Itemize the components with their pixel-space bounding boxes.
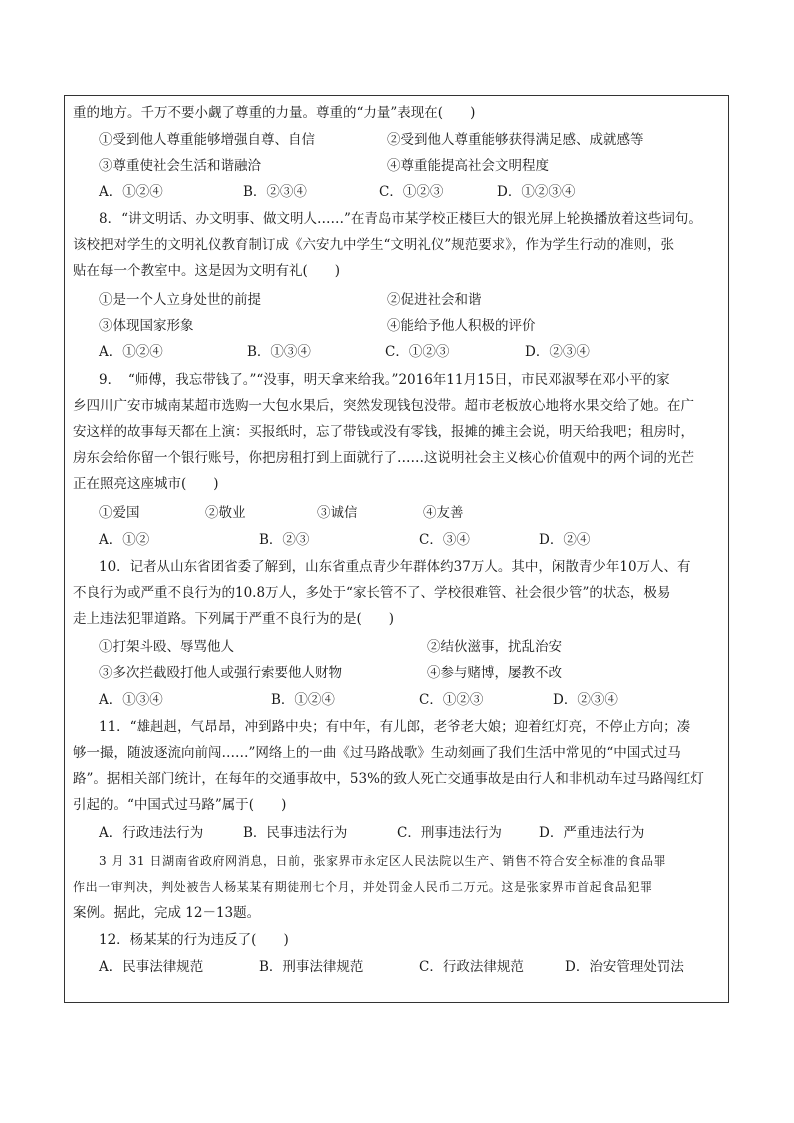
q11-option-a[interactable]: A．行政违法行为 <box>99 825 204 841</box>
q10-stem-line-2: 不良行为或严重不良行为的10.8万人，多处于“家长管不了、学校很难管、社会很少管”的状态，极易 <box>73 585 671 601</box>
q8-stem-line-3: 贴在每一个教室中。这是因为文明有礼( ) <box>73 263 341 279</box>
q9-stem-line-4: 房东会给你留一个银行账号，你把房租打到上面就行了……这说明社会主义核心价值观中的两个词的光芒 <box>73 450 694 466</box>
q9-stem-line-3: 安这样的故事每天都在上演：买报纸时，忘了带钱或没有零钱，报摊的摊主会说，明天给我吧；租房时， <box>73 424 694 440</box>
q8-option-b[interactable]: B．①③④ <box>247 344 311 360</box>
q10-option-c[interactable]: C．①②③ <box>419 692 484 708</box>
q7-option-c[interactable]: C．①②③ <box>379 184 444 200</box>
q9-statement-3: ③诚信 <box>317 505 358 521</box>
q10-option-d[interactable]: D．②③④ <box>553 692 618 708</box>
q9-stem-line-5: 正在照亮这座城市( ) <box>73 476 219 492</box>
q12-stem: 12．杨某某的行为违反了( ) <box>99 932 289 948</box>
q10-statement-4: ④参与赌博，屡教不改 <box>427 665 562 681</box>
q8-statement-4: ④能给予他人积极的评价 <box>387 318 536 334</box>
q9-statement-1: ①爱国 <box>99 505 140 521</box>
q11-option-d[interactable]: D．严重违法行为 <box>539 825 645 841</box>
q9-statement-4: ④友善 <box>423 505 464 521</box>
material-line-3: 案例。据此，完成 12－13题。 <box>73 905 261 921</box>
q11-stem-line-4: 引起的。“中国式过马路”属于( ) <box>73 797 287 813</box>
q7-option-a[interactable]: A．①②④ <box>99 184 163 200</box>
q7-statement-3: ③尊重使社会生活和谐融洽 <box>99 158 261 174</box>
material-line-1: 3 月 31 日湖南省政府网消息，日前，张家界市永定区人民法院以生产、销售不符合安全标准的食品罪 <box>99 854 667 868</box>
q11-option-c[interactable]: C．刑事违法行为 <box>397 825 502 841</box>
q9-option-d[interactable]: D．②④ <box>539 532 591 548</box>
q9-option-a[interactable]: A．①② <box>99 532 150 548</box>
q11-option-b[interactable]: B．民事违法行为 <box>243 825 348 841</box>
material-line-2: 作出一审判决，判处被告人杨某某有期徒刑七个月，并处罚金人民币二万元。这是张家界市首起食品犯罪 <box>73 880 653 894</box>
q10-stem-line-3: 走上违法犯罪道路。下列属于严重不良行为的是( ) <box>73 611 395 627</box>
q7-option-d[interactable]: D．①②③④ <box>497 184 576 200</box>
q12-option-a[interactable]: A．民事法律规范 <box>99 959 204 975</box>
q9-stem-line-1: 9． “师傅，我忘带钱了。”“没事，明天拿来给我。”2016年11月15日，市民邓淑琴在邓小平的家 <box>99 372 670 388</box>
q7-statement-4: ④尊重能提高社会文明程度 <box>387 158 549 174</box>
q10-stem-line-1: 10．记者从山东省团省委了解到，山东省重点青少年群体约37万人。其中，闲散青少年10万人、有 <box>99 559 691 575</box>
q8-option-a[interactable]: A．①②④ <box>99 344 163 360</box>
q10-option-a[interactable]: A．①③④ <box>99 692 163 708</box>
q11-stem-line-1: 11．“雄赳赳，气昂昂，冲到路中央；有中年，有儿郎，老爷老大娘；迎着红灯亮，不停止方向；凑 <box>99 719 691 735</box>
q7-statement-2: ②受到他人尊重能够获得满足感、成就感等 <box>387 132 644 148</box>
q10-option-b[interactable]: B．①②④ <box>271 692 335 708</box>
q8-option-c[interactable]: C．①②③ <box>385 344 450 360</box>
q8-stem-line-1: 8．“讲文明话、办文明事、做文明人……”在青岛市某学校正楼巨大的银光屏上轮换播放着这些词句。 <box>99 211 702 227</box>
q8-statement-2: ②促进社会和谐 <box>387 292 482 308</box>
q7-stem: 重的地方。千万不要小觑了尊重的力量。尊重的“力量”表现在( ) <box>73 105 476 121</box>
q7-statement-1: ①受到他人尊重能够增强自尊、自信 <box>99 132 315 148</box>
q11-stem-line-3: 路”。据相关部门统计，在每年的交通事故中，53%的致人死亡交通事故是由行人和非机动车过马路闯红灯 <box>73 771 704 787</box>
q8-statement-1: ①是一个人立身处世的前提 <box>99 292 261 308</box>
q8-option-d[interactable]: D．②③④ <box>525 344 590 360</box>
q11-stem-line-2: 够一撮，随波逐流向前闯……”网络上的一曲《过马路战歌》生动刻画了我们生活中常见的“中国式过马 <box>73 745 681 761</box>
q12-option-d[interactable]: D．治安管理处罚法 <box>565 959 684 975</box>
q8-stem-line-2: 该校把对学生的文明礼仪教育制订成《六安九中学生“文明礼仪”规范要求》，作为学生行动的准则，张 <box>73 237 675 253</box>
q9-option-b[interactable]: B．②③ <box>259 532 310 548</box>
q9-statement-2: ②敬业 <box>205 505 246 521</box>
q9-option-c[interactable]: C．③④ <box>419 532 470 548</box>
q12-option-b[interactable]: B．刑事法律规范 <box>259 959 364 975</box>
q10-statement-3: ③多次拦截殴打他人或强行索要他人财物 <box>99 665 342 681</box>
q8-statement-3: ③体现国家形象 <box>99 318 194 334</box>
q10-statement-1: ①打架斗殴、辱骂他人 <box>99 639 234 655</box>
q9-stem-line-2: 乡四川广安市城南某超市选购一大包水果后，突然发现钱包没带。超市老板放心地将水果交给了她。在广 <box>73 398 694 414</box>
q7-option-b[interactable]: B．②③④ <box>243 184 307 200</box>
q12-option-c[interactable]: C．行政法律规范 <box>419 959 524 975</box>
q10-statement-2: ②结伙滋事，扰乱治安 <box>427 639 562 655</box>
